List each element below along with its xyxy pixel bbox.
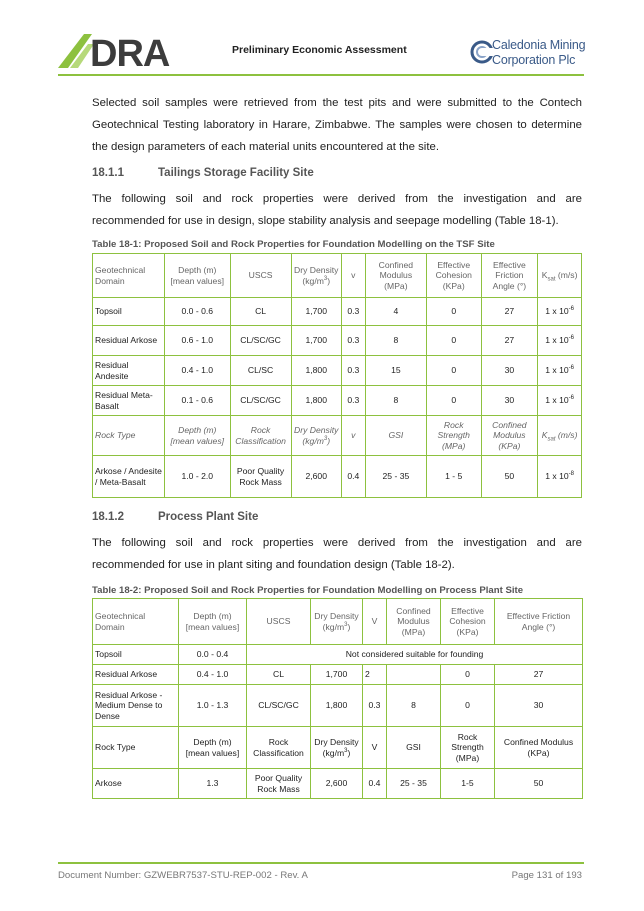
table2-header: USCS (247, 599, 311, 645)
header-title: Preliminary Economic Assessment (232, 44, 407, 56)
table2-row (93, 685, 583, 727)
table2-cell: 0 (441, 665, 495, 685)
table1-cell: Residual Meta-Basalt (93, 386, 165, 416)
table1-cell: Arkose / Andesite / Meta-Basalt (93, 456, 165, 498)
table2-cell: Depth (m) [mean values] (179, 727, 247, 769)
table2-cell: 1,700 (311, 665, 363, 685)
table1-row (93, 298, 582, 326)
table2-cell: 1.0 - 1.3 (179, 685, 247, 727)
table2-cell: Rock Classification (247, 727, 311, 769)
caledonia-name-line1: Caledonia Mining (492, 38, 586, 52)
table2-row-rock-header (93, 727, 583, 769)
table2-header: V (363, 599, 387, 645)
table2-cell: 2 (363, 665, 387, 685)
table1-cell: 0.0 - 0.6 (165, 298, 230, 326)
section-title: Tailings Storage Facility Site (158, 167, 314, 179)
table1-cell: 1 x $10^{-6}$ (538, 356, 582, 386)
dra-logo-text: DRA (90, 33, 170, 70)
table2-cell: 50 (495, 769, 583, 799)
caledonia-emblem-icon (470, 36, 494, 68)
table2-cell: GSI (387, 727, 441, 769)
table1-cell: 1,700 (291, 326, 341, 356)
table1-cell: 1,700 (291, 298, 341, 326)
table1-header-row (93, 254, 582, 298)
table2-cell: Poor Quality Rock Mass (247, 769, 311, 799)
table1-subheader: Dry Density $(kg/m^3)$ (291, 416, 341, 456)
table2-cell: 1-5 (441, 769, 495, 799)
table2-cell: 2,600 (311, 769, 363, 799)
table1-row (93, 356, 582, 386)
section-heading-plant (92, 511, 258, 523)
table2-cell (387, 665, 441, 685)
table1-header: v (341, 254, 365, 298)
table1-caption: Table 18-1: Proposed Soil and Rock Properties for Foundation Modelling on the TSF Site (92, 239, 495, 250)
table1-subheader: Rock Classification (230, 416, 291, 456)
section-number: 18.1.2 (92, 511, 124, 523)
table1-subheader: Depth (m) [mean values] (165, 416, 230, 456)
table1-cell: Poor Quality Rock Mass (230, 456, 291, 498)
table1-cell: 2,600 (291, 456, 341, 498)
table2-cell: 8 (387, 685, 441, 727)
tsf-paragraph (92, 188, 582, 232)
table1-cell: 1 x $10^{-6}$ (538, 386, 582, 416)
table1-cell: 0.3 (341, 356, 365, 386)
table1-header: Dry Density $(kg/m^3)$ (291, 254, 341, 298)
table1-row (93, 326, 582, 356)
table1-cell: 15 (365, 356, 426, 386)
caledonia-logo (470, 36, 590, 70)
section-title: Process Plant Site (158, 511, 259, 523)
table1-cell: 0 (426, 386, 481, 416)
table1-cell: 0 (426, 326, 481, 356)
table-18-2 (92, 598, 583, 799)
table2-header: Confined Modulus (MPa) (387, 599, 441, 645)
intro-line: Geotechnical Testing laboratory in Harare, Zimbabwe. The samples were chosen to determine (92, 119, 582, 131)
table1-cell: CL/SC/GC (230, 386, 291, 416)
table1-cell: 30 (481, 356, 538, 386)
intro-line: Selected soil samples were retrieved from the test pits and were submitted to the Contech (92, 97, 582, 109)
table2-cell: 1.3 (179, 769, 247, 799)
plant-line: recommended for use in plant siting and foundation design (Table 18-2). (92, 559, 455, 571)
table2-row-topsoil (93, 645, 583, 665)
table1-cell: 0.1 - 0.6 (165, 386, 230, 416)
table1-cell: 4 (365, 298, 426, 326)
table1-subheader-row (93, 416, 582, 456)
table2-cell: 0.3 (363, 685, 387, 727)
table2-header: Depth (m) [mean values] (179, 599, 247, 645)
table1-header: USCS (230, 254, 291, 298)
table1-row (93, 386, 582, 416)
table1-header: Confined Modulus (MPa) (365, 254, 426, 298)
table1-cell: 27 (481, 298, 538, 326)
tsf-line: The following soil and rock properties were derived from the investigation and are (92, 193, 582, 205)
table2-cell: Rock Type (93, 727, 179, 769)
table1-cell: 0 (426, 298, 481, 326)
table2-cell: Topsoil (93, 645, 179, 665)
table1-cell: 0.6 - 1.0 (165, 326, 230, 356)
table2-row (93, 769, 583, 799)
tsf-line: recommended for use in design, slope stability analysis and seepage modelling (Table 18-1). (92, 215, 559, 227)
table2-cell: Confined Modulus (KPa) (495, 727, 583, 769)
table2-cell: Dry Density $(kg/m^3)$ (311, 727, 363, 769)
table2-cell: CL/SC/GC (247, 685, 311, 727)
table1-cell: 1 x $10^{-6}$ (538, 326, 582, 356)
table1-header: Depth (m) [mean values] (165, 254, 230, 298)
footer-rule (58, 862, 584, 864)
table1-header: Effective Friction Angle (°) (481, 254, 538, 298)
table2-cell: 0.0 - 0.4 (179, 645, 247, 665)
table1-cell: 0.3 (341, 386, 365, 416)
table1-cell: Topsoil (93, 298, 165, 326)
table2-header: Effective Cohesion (KPa) (441, 599, 495, 645)
table2-cell: 0.4 - 1.0 (179, 665, 247, 685)
table1-cell: CL/SC (230, 356, 291, 386)
table1-cell: CL/SC/GC (230, 326, 291, 356)
document-number: Document Number: GZWEBR7537-STU-REP-002 - Rev. A (58, 870, 308, 881)
table1-cell: 50 (481, 456, 538, 498)
table2-caption: Table 18-2: Proposed Soil and Rock Properties for Foundation Modelling on Process Plant Site (92, 585, 524, 596)
table2-cell: 27 (495, 665, 583, 685)
table1-subheader: $K_{sat}$ (m/s) (538, 416, 582, 456)
table1-subheader: GSI (365, 416, 426, 456)
table2-cell: 0.4 (363, 769, 387, 799)
table1-cell: 0.3 (341, 298, 365, 326)
table1-cell: 1.0 - 2.0 (165, 456, 230, 498)
table2-cell: Residual Arkose - Medium Dense to Dense (93, 685, 179, 727)
table1-subheader: Rock Strength (MPa) (426, 416, 481, 456)
plant-line: The following soil and rock properties were derived from the investigation and are (92, 537, 582, 549)
table2-header: Geotechnical Domain (93, 599, 179, 645)
table1-cell: Residual Andesite (93, 356, 165, 386)
table1-subheader: Rock Type (93, 416, 165, 456)
table2-cell: Arkose (93, 769, 179, 799)
table1-header: Geotechnical Domain (93, 254, 165, 298)
table1-cell: 1 x $10^{-8}$ (538, 456, 582, 498)
table1-cell: 1 - 5 (426, 456, 481, 498)
header-rule (58, 74, 584, 76)
table2-cell: V (363, 727, 387, 769)
table2-cell: 1,800 (311, 685, 363, 727)
table1-rock-row (93, 456, 582, 498)
table2-cell: Rock Strength (MPa) (441, 727, 495, 769)
table1-cell: 25 - 35 (365, 456, 426, 498)
table1-cell: 27 (481, 326, 538, 356)
plant-paragraph (92, 532, 582, 576)
section-number: 18.1.1 (92, 167, 124, 179)
table1-subheader: Confined Modulus (KPa) (481, 416, 538, 456)
table2-header: Effective Friction Angle (°) (495, 599, 583, 645)
table1-cell: 0.4 (341, 456, 365, 498)
table2-header-row (93, 599, 583, 645)
table1-cell: 1,800 (291, 356, 341, 386)
table1-subheader: v (341, 416, 365, 456)
table2-cell: CL (247, 665, 311, 685)
table2-header: Dry Density $(kg/m^3)$ (311, 599, 363, 645)
table1-cell: 0.4 - 1.0 (165, 356, 230, 386)
table1-cell: 0.3 (341, 326, 365, 356)
table2-cell: 25 - 35 (387, 769, 441, 799)
table2-row (93, 665, 583, 685)
intro-paragraph (92, 92, 582, 158)
table2-merged-note: Not considered suitable for founding (247, 645, 583, 665)
page-number: Page 131 of 193 (511, 870, 582, 881)
table2-cell: Residual Arkose (93, 665, 179, 685)
table1-cell: 8 (365, 326, 426, 356)
table1-header: $K_{sat}$ (m/s) (538, 254, 582, 298)
table1-cell: 8 (365, 386, 426, 416)
table1-cell: 1 x $10^{-6}$ (538, 298, 582, 326)
table1-cell: 30 (481, 386, 538, 416)
table2-cell: 30 (495, 685, 583, 727)
table1-cell: CL (230, 298, 291, 326)
table1-cell: 1,800 (291, 386, 341, 416)
table2-cell: 0 (441, 685, 495, 727)
table1-header: Effective Cohesion (KPa) (426, 254, 481, 298)
caledonia-name-line2: Corporation Plc (492, 53, 576, 67)
section-heading-tsf (92, 167, 314, 179)
dra-logo (58, 30, 200, 70)
table-18-1 (92, 253, 582, 498)
table1-cell: 0 (426, 356, 481, 386)
intro-line: the design parameters of each material units encountered at the site. (92, 141, 439, 153)
table1-cell: Residual Arkose (93, 326, 165, 356)
